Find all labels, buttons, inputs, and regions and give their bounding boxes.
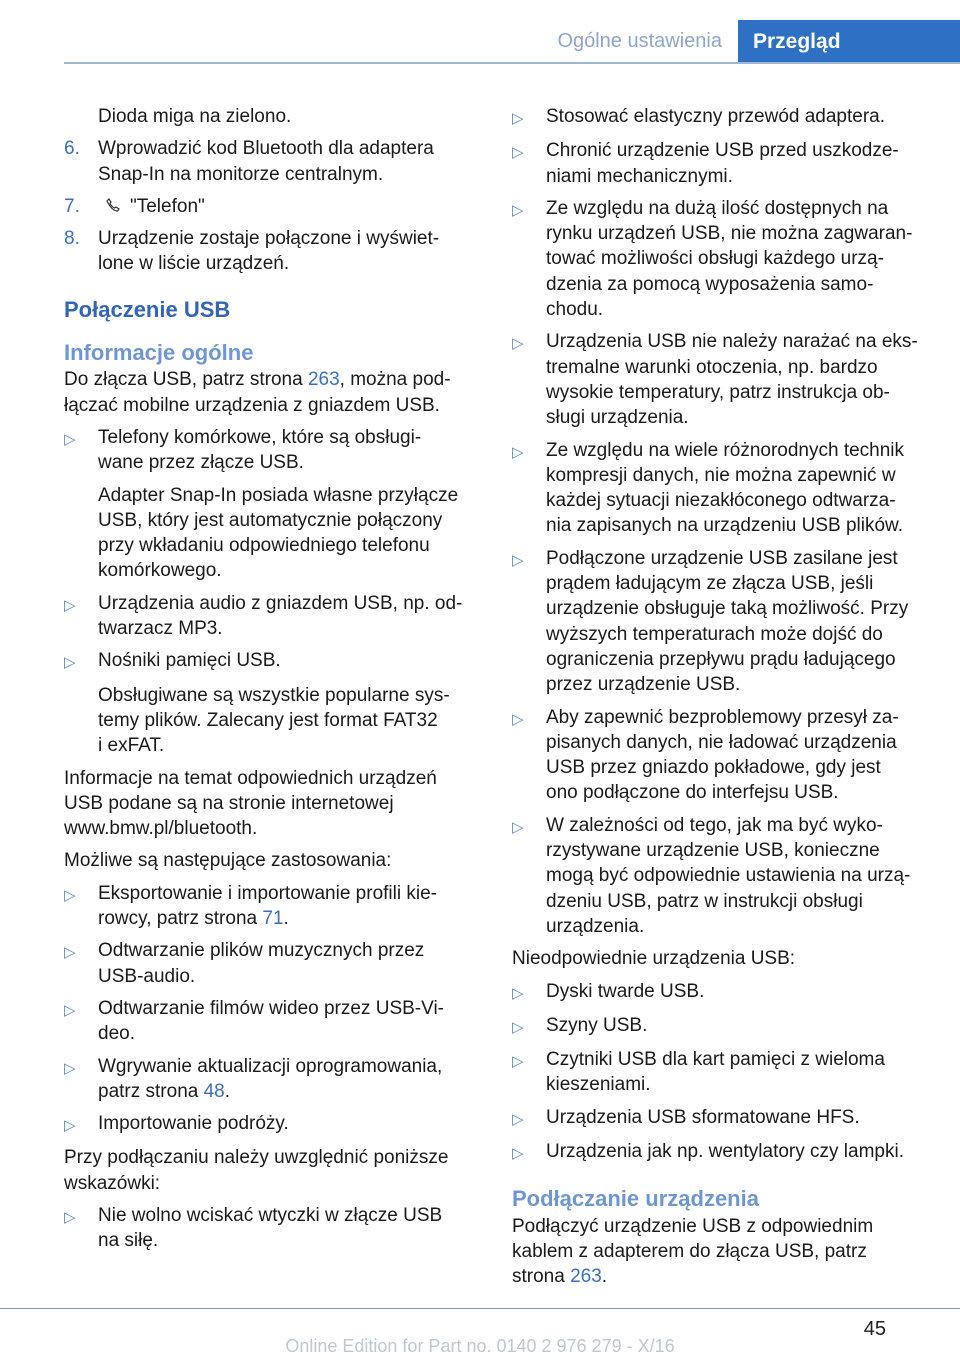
list-item: ▷ Nie wolno wciskać wtyczki w złącze USB na siłę. [64,1203,476,1254]
unsuitable-heading: Nieodpowiednie urządzenia USB: [512,948,796,970]
list-item: ▷ Odtwarzanie filmów wideo przez USB-Vi- deo. [64,996,476,1047]
list-item: ▷ Wgrywanie aktualizacji oprogramowania, patrz strona 48. [64,1054,476,1105]
triangle-bullet-icon: ▷ [64,596,76,614]
triangle-bullet-icon: ▷ [512,710,524,728]
triangle-bullet-icon: ▷ [512,818,524,836]
step-text: Wprowadzić kod Bluetooth dla adaptera Snap-In na monitorze centralnym. [98,138,434,185]
triangle-bullet-icon: ▷ [512,1053,524,1071]
page-link[interactable]: 263 [307,369,340,391]
list-item: ▷ Aby zapewnić bezproblemowy przesył za- pisanych danych, nie ładować urządzenia USB przez gniazdo pokładowe, gdy jest ono podłączone do interfejsu USB. [512,705,930,806]
triangle-bullet-icon: ▷ [64,1059,76,1077]
right-column [512,104,930,1296]
section-heading: Połączenie USB [64,296,231,322]
subsection-heading: Podłączanie urządzenia [512,1186,759,1212]
triangle-bullet-icon: ▷ [64,1001,76,1019]
continued-text: Dioda miga na zielono. [98,106,292,127]
triangle-bullet-icon: ▷ [64,886,76,904]
list-item: ▷ Ze względu na wiele różnorodnych technik kompresji danych, nie można zapewnić w każdej sytuacji niezakłóconego odtwarza- nia zapisanych na urządzeniu USB plików. [512,438,930,539]
list-item: ▷ Podłączone urządzenie USB zasilane jest prądem ładującym ze złącza USB, jeśli urządzenie obsługuje taką możliwość. Przy wyższych temperaturach może dojść do ograniczenia przepływu prądu ładującego przez urządzenie USB. [512,546,930,698]
list-item: ▷ Nośniki pamięci USB. [64,648,476,675]
triangle-bullet-icon: ▷ [512,443,524,461]
triangle-bullet-icon: ▷ [512,110,524,127]
step-text: "Telefon" [98,194,476,219]
list-item: ▷ Telefony komórkowe, które są obsługi- wane przez złącze USB. [64,425,476,476]
header-rule [64,62,960,64]
step-8 [64,226,476,277]
subsection-heading: Informacje ogólne [64,340,254,366]
list-item: ▷ Odtwarzanie plików muzycznych przez USB-audio. [64,938,476,989]
intro-paragraph: Do złącza USB, patrz strona 263, można pod- łączać mobilne urządzenia z gniazdem USB. [64,369,451,416]
list-item: ▷ Urządzenia jak np. wentylatory czy lampki. [512,1139,930,1166]
triangle-bullet-icon: ▷ [64,944,76,962]
page-link[interactable]: 48 [203,1080,225,1102]
left-column [64,104,476,1261]
triangle-bullet-icon: ▷ [512,335,524,353]
list-item: ▷ Urządzenia USB nie należy narażać na eks- tremalne warunki otoczenia, np. bardzo wysokie temperatury, patrz instrukcja ob- sługi urządzenia. [512,329,930,430]
triangle-bullet-icon: ▷ [512,1144,524,1162]
step-7 [64,194,476,219]
step-number: 7. [64,195,80,217]
footer-rule [0,1308,960,1309]
page-link[interactable]: 71 [262,908,284,930]
list-item: ▷ Importowanie podróży. [64,1111,476,1138]
header-tab-label: Przegląd [753,30,841,53]
step-text: Urządzenie zostaje połączone i wyświet- lone w liście urządzeń. [98,228,440,275]
page-link[interactable]: 263 [570,1266,602,1288]
list-item: ▷ Urządzenia audio z gniazdem USB, np. od- twarzacz MP3. [64,591,476,642]
triangle-bullet-icon: ▷ [64,430,76,448]
list-item: ▷ Chronić urządzenie USB przed uszkodze- niami mechanicznymi. [512,138,930,189]
list-item: ▷ Dyski twarde USB. [512,979,930,1006]
step-6 [64,136,476,187]
connect-paragraph: Podłączyć urządzenie USB z odpowiednim kablem z adapterem do złącza USB, patrz strona 263. [512,1215,874,1288]
edition-footer: Online Edition for Part no. 0140 2 976 279 - X/16 [285,1336,675,1356]
triangle-bullet-icon: ▷ [64,1208,76,1226]
triangle-bullet-icon: ▷ [64,1117,76,1135]
phone-icon [106,198,120,212]
info-paragraph: Informacje na temat odpowiednich urządzeń USB podane są na stronie internetowej www.bmw.pl/bluetooth. [64,767,437,840]
step-number: 8. [64,228,80,250]
uses-heading: Możliwe są następujące zastosowania: [64,850,392,872]
triangle-bullet-icon: ▷ [512,1018,524,1036]
triangle-bullet-icon: ▷ [512,144,524,162]
list-item: ▷ Urządzenia USB sformatowane HFS. [512,1105,930,1132]
list-item: ▷ W zależności od tego, jak ma być wyko- rzystywane urządzenie USB, konieczne mogą być odpowiednie ustawienia na urzą- dzeniu USB, patrz w instrukcji obsługi urządzenia. [512,813,930,939]
list-item-note: Obsługiwane są wszystkie popularne sys- temy plików. Zalecany jest format FAT32 i exFAT. [98,684,450,757]
notes-paragraph: Przy podłączaniu należy uwzględnić poniższe wskazówki: [64,1147,449,1194]
list-item-note: Adapter Snap-In posiada własne przyłącze USB, który jest automatycznie połączony przy wkładaniu odpowiedniego telefonu komórkowego. [98,484,459,582]
header-section-title: Ogólne ustawienia [557,30,722,52]
list-item: ▷ Czytniki USB dla kart pamięci z wieloma kieszeniami. [512,1047,930,1098]
triangle-bullet-icon: ▷ [512,201,524,219]
list-item: ▷ Ze względu na dużą ilość dostępnych na rynku urządzeń USB, nie można zagwaran- tować możliwości obsługi każdego urzą- dzenia za pomocą wyposażenia samo- chodu. [512,196,930,322]
triangle-bullet-icon: ▷ [64,654,76,672]
header-tab[interactable] [738,20,960,64]
list-item: ▷ Eksportowanie i importowanie profili kie- rowcy, patrz strona 71. [64,881,476,932]
page-number: 45 [863,1318,886,1340]
triangle-bullet-icon: ▷ [512,984,524,1002]
triangle-bullet-icon: ▷ [512,551,524,569]
triangle-bullet-icon: ▷ [512,1110,524,1128]
step-number: 6. [64,138,80,160]
list-item: ▷ Stosować elastyczny przewód adaptera. [512,104,930,131]
list-item: ▷ Szyny USB. [512,1013,930,1040]
